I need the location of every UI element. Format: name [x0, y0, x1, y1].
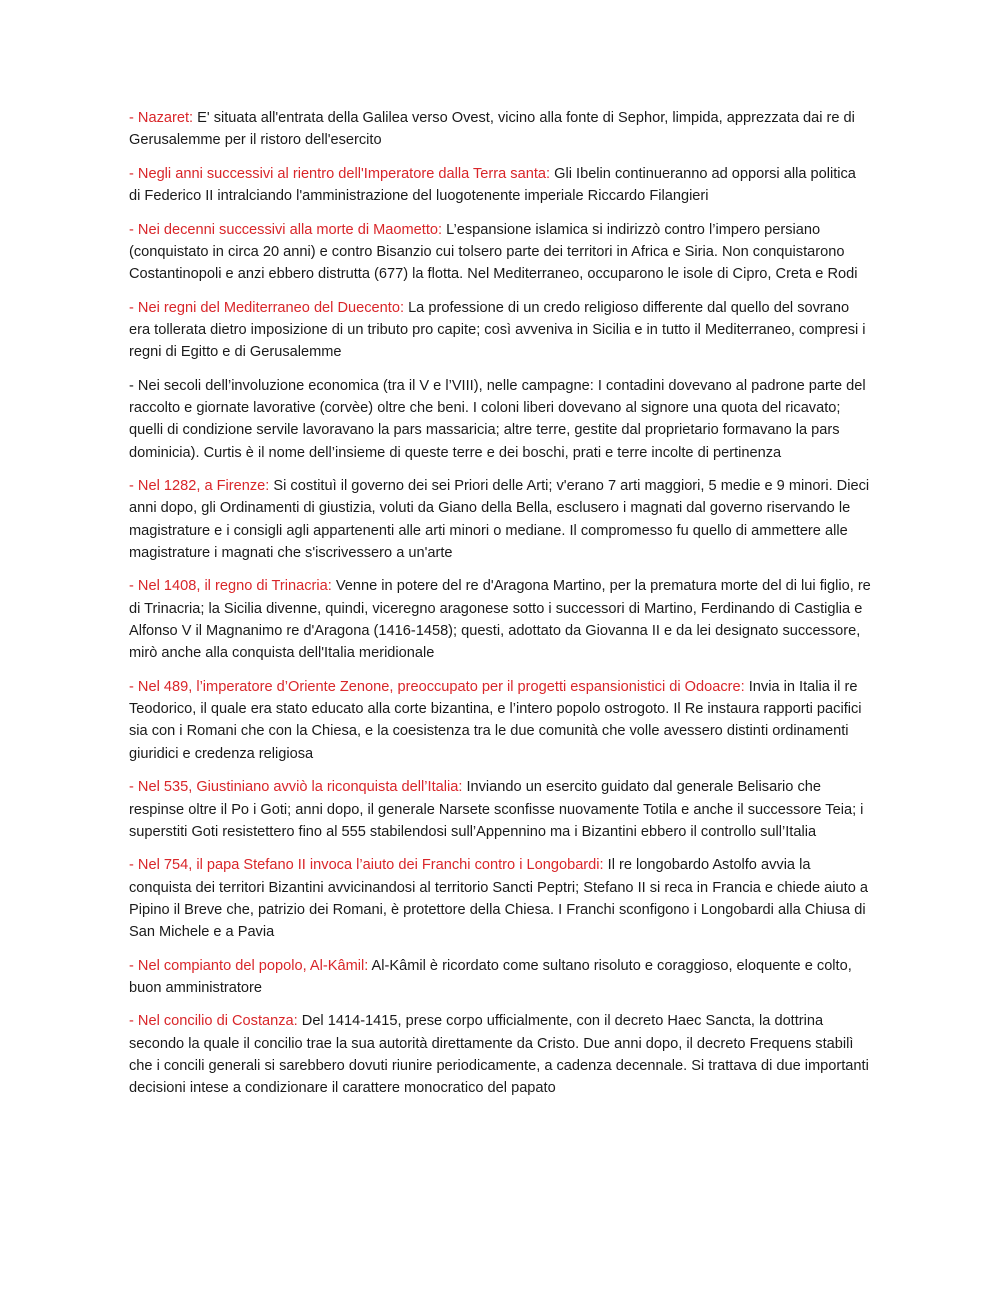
entry-text: Inviando un esercito guidato dal generale Belisario che respinse oltre il Po i Goti; anni dopo, il generale Narsete sconfisse nuovamente Totila e anche il successore Teia; i superstiti Goti resistettero fino al 555 stabilendosi sull’Appennino ma i Bizantini ebbero il controllo sull’Italia: [129, 779, 864, 840]
entry-1408-trinacria: [129, 575, 871, 664]
entry-489-zenone: [129, 676, 871, 765]
entry-al-kamil: [129, 955, 871, 1000]
entry-imperatore-terra-santa: [129, 163, 871, 208]
entry-text: Il re longobardo Astolfo avvia la conquista dei territori Bizantini avvicinandosi al territorio Sancti Peptri; Stefano II si reca in Francia e chiede aiuto a Pipino il Breve che, patrizio dei Romani, è protettore della Chiesa. I Franchi sconfigono i Longobardi alla Chiusa di San Michele e a Pavia: [129, 857, 868, 941]
entry-involuzione-economica: [129, 375, 871, 464]
entry-heading: - Nei regni del Mediterraneo del Duecento:: [129, 299, 405, 316]
entry-heading: - Nel compianto del popolo, Al-Kâmil:: [129, 957, 369, 974]
entry-heading: - Nel 754, il papa Stefano II invoca l’aiuto dei Franchi contro i Longobardi:: [129, 857, 604, 874]
entry-heading: - Nel concilio di Costanza:: [129, 1013, 298, 1030]
entry-heading: - Nel 489, l’imperatore d’Oriente Zenone, preoccupato per il progetti espansionistici di Odoacre:: [129, 678, 745, 695]
entry-heading: - Nel 1282, a Firenze:: [129, 478, 270, 495]
entry-text: Del 1414-1415, prese corpo ufficialmente, con il decreto Haec Sancta, la dottrina secondo la quale il concilio trae la sua autorità direttamente da Cristo. Due anni dopo, il decreto Frequens stabilì che i concili generali si sarebbero dovuti riunire periodicamente, a cadenza decennale. Si trattava di due importanti decisioni intese a condizionare il carattere monocratico del papato: [129, 1013, 869, 1097]
entry-754-stefano-ii: [129, 854, 871, 943]
entry-heading: - Nazaret:: [129, 110, 194, 126]
entry-nazaret: [129, 107, 871, 152]
entry-1282-firenze: [129, 475, 871, 564]
entry-morte-maometto: [129, 219, 871, 286]
entry-mediterraneo-duecento: [129, 297, 871, 364]
entry-heading: - Nel 535, Giustiniano avviò la riconquista dell’Italia:: [129, 779, 463, 796]
entry-text: Si costituì il governo dei sei Priori delle Arti; v'erano 7 arti maggiori, 5 medie e 9 minori. Dieci anni dopo, gli Ordinamenti di giustizia, voluti da Giano della Bella, esclusero i magnati dal governo riservando le magistrature e i consigli agli appartenenti alle arti minori o mediane. Il compromesso fu quello di ammettere alle magistrature i magnati che s'iscrivessero a un'arte: [129, 478, 870, 561]
entry-535-giustiniano: [129, 776, 871, 843]
entry-text: Venne in potere del re d'Aragona Martino, per la prematura morte del di lui figlio, re di Trinacria; la Sicilia divenne, quindi, viceregno aragonese sotto i successori di Martino, Ferdinando di Castiglia e Alfonso V il Magnanimo re d'Aragona (1416-1458); questi, adottato da Giovanna II e da lei designato successore, mirò anche alla conquista dell'Italia meridionale: [129, 578, 871, 662]
entry-text: Gli Ibelin continueranno ad opporsi alla politica di Federico II intralciando l'amministrazione del luogotenente imperiale Riccardo Filangieri: [129, 165, 856, 205]
entry-text: Al-Kâmil è ricordato come sultano risoluto e coraggioso, eloquente e colto, buon amministratore: [129, 957, 852, 996]
entry-concilio-costanza: [129, 1010, 871, 1099]
entry-text: E' situata all'entrata della Galilea verso Ovest, vicino alla fonte di Sephor, limpida, apprezzata dai re di Gerusalemme per il ristoro dell'esercito: [129, 110, 855, 149]
entry-text: L’espansione islamica si indirizzò contro l’impero persiano (conquistato in circa 20 anni) e contro Bisanzio cui tolsero parte dei territori in Africa e Siria. Non conquistarono Costantinopoli e anzi ebbero distrutta (677) la flotta. Nel Mediterraneo, occuparono le isole di Cipro, Creta e Rodi: [129, 221, 858, 283]
entry-text: La professione di un credo religioso differente dal quello del sovrano era tollerata dietro imposizione di un tributo pro capite; così avveniva in Sicilia e in tutto il Mediterraneo, compresi i regni di Egitto e di Gerusalemme: [129, 299, 866, 361]
entry-heading: - Nel 1408, il regno di Trinacria:: [129, 578, 332, 595]
entry-text: Invia in Italia il re Teodorico, il quale era stato educato alla corte bizantina, e l’intero popolo ostrogoto. Il Re instaura rapporti pacifici sia con i Romani che con la Chiesa, e la coesistenza tra le due comunità che volle avessero distinti ordinamenti giuridici e credenza religiosa: [129, 678, 862, 762]
document-page: [129, 107, 871, 1111]
entry-heading: - Negli anni successivi al rientro dell'Imperatore dalla Terra santa:: [129, 165, 551, 182]
entry-text: - Nei secoli dell’involuzione economica (tra il V e l’VIII), nelle campagne: I contadini dovevano al padrone parte del raccolto e giornate lavorative (corvèe) oltre che beni. I coloni liberi dovevano al signore una quota del ricavato; quelli di condizione servile lavoravano la pars massaricia; altre terre, gestite dal proprietario formavano la pars dominicia). Curtis è il nome dell’insieme di queste terre e dei boschi, prati e terre incolte di pertinenza: [129, 377, 866, 461]
entry-heading: - Nei decenni successivi alla morte di Maometto:: [129, 221, 443, 238]
